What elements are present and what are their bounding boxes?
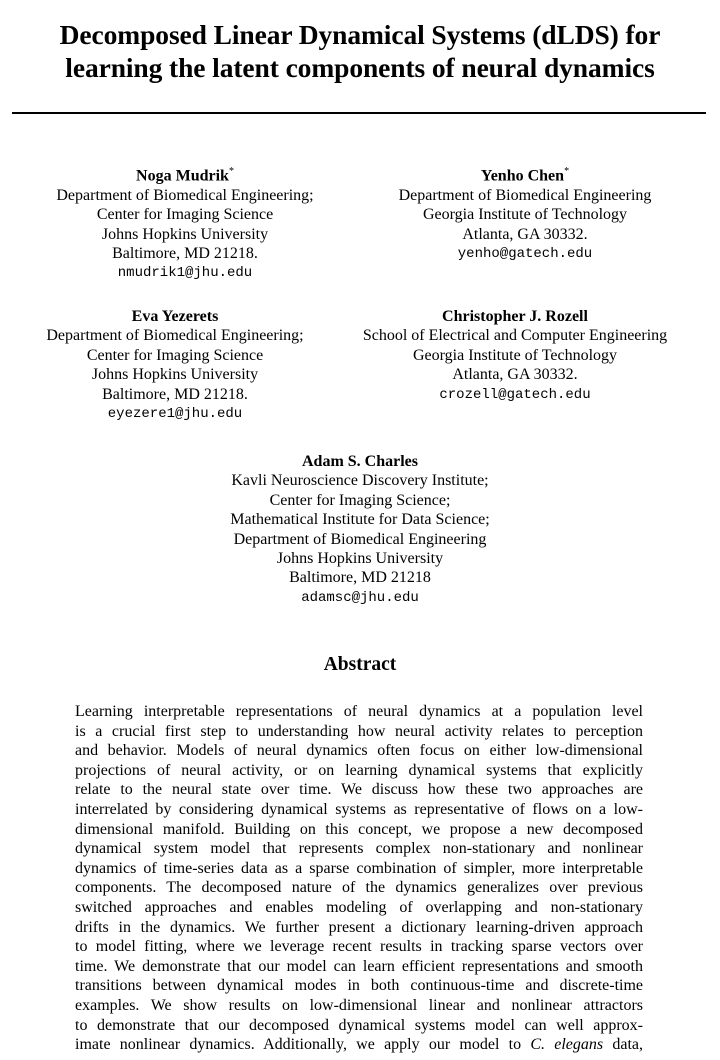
abstract-line: to model fitting, where we leverage recent results in tracking sparse vectors over	[75, 938, 643, 956]
abstract-line: components. The decomposed nature of the dynamics generalizes over previous	[75, 879, 643, 897]
author-block	[20, 162, 350, 283]
abstract-line: switched approaches and enables modeling of overlapping and non-stationary	[75, 898, 643, 916]
author-name: Noga Mudrik*	[136, 166, 234, 185]
abstract-line: time. We demonstrate that our model can learn efficient representations and smooth	[75, 957, 643, 975]
title-line-2: learning the latent components of neural dynamics	[65, 52, 655, 83]
affiliation-line: Johns Hopkins University	[101, 225, 269, 243]
abstract-line: Learning interpretable representations of neural dynamics at a population level	[75, 703, 643, 720]
affiliation-line: Atlanta, GA 30332.	[462, 225, 588, 243]
abstract-line: drifts in the dynamics. We further present a dictionary learning-driven approach	[75, 918, 643, 936]
affiliation-line: Johns Hopkins University	[276, 550, 444, 568]
affiliation-line: Atlanta, GA 30332.	[452, 366, 578, 384]
abstract-line: imate nonlinear dynamics. Additionally, we apply our model to C. elegans data,	[75, 1036, 643, 1054]
author-email: eyezere1@jhu.edu	[107, 406, 243, 423]
affiliation-line: Mathematical Institute for Data Science;	[230, 511, 490, 529]
affiliation-line: Baltimore, MD 21218.	[112, 244, 258, 262]
affiliation-line: Center for Imaging Science	[86, 346, 264, 364]
affiliation-line: Department of Biomedical Engineering;	[56, 186, 314, 204]
affiliation-line: Georgia Institute of Technology	[422, 206, 628, 224]
affiliation-line: Kavli Neuroscience Discovery Institute;	[231, 472, 489, 490]
paper-title	[0, 18, 720, 84]
abstract-line: relate to the neural state over time. We discuss how these two approaches are	[75, 781, 643, 799]
author-block	[180, 452, 540, 608]
author-block	[20, 307, 330, 424]
abstract-line: dimensional manifold. Building on this concept, we propose a new decomposed	[75, 820, 643, 838]
abstract-line: dynamics of time-series data as a sparse combination of simpler, more interpretable	[75, 859, 643, 877]
abstract-line: projections of neural activity, or on learning dynamical systems that explicitly	[75, 761, 643, 779]
affiliation-line: Department of Biomedical Engineering	[398, 186, 652, 204]
affiliation-line: Johns Hopkins University	[91, 366, 259, 384]
author-email: adamsc@jhu.edu	[301, 589, 419, 606]
author-name: Christopher J. Rozell	[442, 308, 588, 325]
author-block	[340, 307, 690, 405]
abstract-line: transitions between dynamical modes in both continuous-time and discrete-time	[75, 977, 643, 995]
author-block	[360, 162, 690, 264]
abstract-heading: Abstract	[323, 654, 397, 675]
abstract-line: dynamical system model that represents complex non-stationary and nonlinear	[75, 840, 643, 858]
affiliation-line: Georgia Institute of Technology	[412, 346, 618, 364]
affiliation-line: Center for Imaging Science	[96, 206, 274, 224]
author-name: Yenho Chen*	[480, 166, 570, 185]
author-name: Adam S. Charles	[301, 453, 418, 470]
author-email: yenho@gatech.edu	[457, 245, 593, 262]
author-email: nmudrik1@jhu.edu	[117, 265, 253, 282]
author-email: crozell@gatech.edu	[439, 386, 591, 403]
title-rule	[12, 112, 706, 114]
abstract-line: interrelated by considering dynamical systems as representative of flows on a low-	[75, 800, 643, 818]
abstract-line: to demonstrate that our decomposed dynamical systems model can well approx-	[75, 1016, 643, 1034]
affiliation-line: School of Electrical and Computer Engineering	[362, 327, 668, 345]
abstract-line: is a crucial first step to understanding how neural activity relates to perception	[75, 722, 643, 740]
species-name: C. elegans	[530, 1036, 604, 1054]
affiliation-line: Department of Biomedical Engineering	[233, 530, 487, 548]
abstract-body	[75, 702, 643, 1055]
author-name: Eva Yezerets	[131, 308, 219, 325]
abstract-line: examples. We show results on low-dimensional linear and nonlinear attractors	[75, 996, 643, 1014]
title-line-1: Decomposed Linear Dynamical Systems (dLDS) for	[59, 19, 661, 50]
affiliation-line: Center for Imaging Science;	[269, 491, 451, 509]
abstract-line: and behavior. Models of neural dynamics often focus on either low-dimensional	[75, 742, 643, 760]
affiliation-line: Department of Biomedical Engineering;	[46, 327, 304, 345]
affiliation-line: Baltimore, MD 21218.	[102, 385, 248, 403]
affiliation-line: Baltimore, MD 21218	[289, 569, 431, 587]
